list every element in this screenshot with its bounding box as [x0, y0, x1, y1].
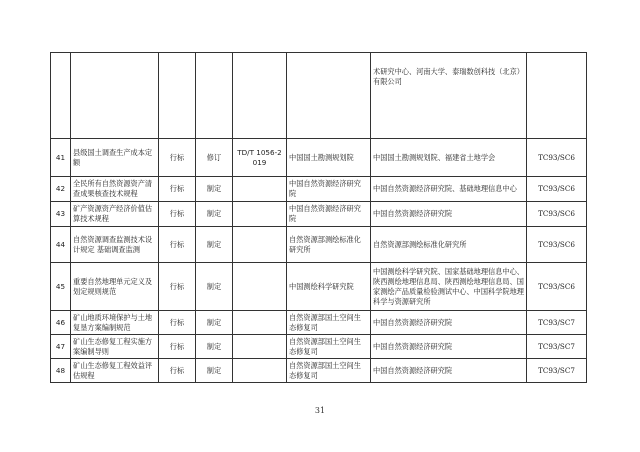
replaced-standard: [233, 359, 287, 383]
row-number: 47: [51, 335, 71, 359]
page-number: 31: [314, 406, 326, 415]
standard-type: 行标: [159, 335, 196, 359]
table-row: [51, 227, 587, 263]
row-number: 42: [51, 177, 71, 202]
standard-mode: 制定: [196, 359, 233, 383]
cell-empty: [287, 53, 371, 139]
lead-organization: 自然资源部国土空间生态修复司: [287, 359, 371, 383]
standard-name: 矿山生态修复工程效益评估规程: [71, 359, 159, 383]
lead-organization: 自然资源部国土空间生态修复司: [287, 311, 371, 335]
standard-mode: 制定: [196, 311, 233, 335]
participating-organizations: 中国国土勘测规划院、福建省土地学会: [371, 139, 527, 177]
cell-empty: [71, 53, 159, 139]
replaced-standard: [233, 263, 287, 311]
table-row: [51, 263, 587, 311]
standard-name: 重要自然地理单元定义及划定规则规范: [71, 263, 159, 311]
technical-committee: TC93/SC7: [527, 359, 587, 383]
table-row: [51, 139, 587, 177]
standard-mode: 修订: [196, 139, 233, 177]
technical-committee: TC93/SC7: [527, 335, 587, 359]
standard-name: 矿山地质环境保护与土地复垦方案编制规范: [71, 311, 159, 335]
technical-committee: TC93/SC6: [527, 263, 587, 311]
cell-empty: [527, 53, 587, 139]
lead-organization: 中国自然资源经济研究院: [287, 177, 371, 202]
table-row: [51, 335, 587, 359]
replaced-standard: TD/T 1056-2019: [233, 139, 287, 177]
lead-organization: 中国自然资源经济研究院: [287, 202, 371, 227]
standard-mode: 制定: [196, 335, 233, 359]
cell-empty: [233, 53, 287, 139]
row-number: 44: [51, 227, 71, 263]
standard-name: 县级国土调查生产成本定额: [71, 139, 159, 177]
row-number: 48: [51, 359, 71, 383]
row-number: 41: [51, 139, 71, 177]
standard-mode: 制定: [196, 202, 233, 227]
technical-committee: TC93/SC6: [527, 202, 587, 227]
replaced-standard: [233, 335, 287, 359]
standard-type: 行标: [159, 177, 196, 202]
row-number: 45: [51, 263, 71, 311]
table-row-continued: [51, 53, 587, 139]
technical-committee: TC93/SC7: [527, 311, 587, 335]
technical-committee: TC93/SC6: [527, 139, 587, 177]
table-row: [51, 359, 587, 383]
lead-organization: 自然资源部国土空间生态修复司: [287, 335, 371, 359]
participating-organizations: 中国自然资源经济研究院、基础地理信息中心: [371, 177, 527, 202]
replaced-standard: [233, 202, 287, 227]
replaced-standard: [233, 311, 287, 335]
cell-empty: [51, 53, 71, 139]
participating-organizations: 中国自然资源经济研究院: [371, 202, 527, 227]
standard-type: 行标: [159, 202, 196, 227]
cell-empty: [196, 53, 233, 139]
replaced-standard: [233, 227, 287, 263]
table-row: [51, 202, 587, 227]
standard-type: 行标: [159, 263, 196, 311]
participating-organizations: 自然资源部测绘标准化研究所: [371, 227, 527, 263]
standard-mode: 制定: [196, 227, 233, 263]
standard-mode: 制定: [196, 177, 233, 202]
row-number: 43: [51, 202, 71, 227]
participating-organizations: 中国自然资源经济研究院: [371, 311, 527, 335]
cell-empty: [159, 53, 196, 139]
row-number: 46: [51, 311, 71, 335]
lead-organization: 中国测绘科学研究院: [287, 263, 371, 311]
standard-name: 全民所有自然资源资产清查成果核查技术规程: [71, 177, 159, 202]
technical-committee: TC93/SC6: [527, 227, 587, 263]
standard-type: 行标: [159, 227, 196, 263]
standard-type: 行标: [159, 139, 196, 177]
standard-type: 行标: [159, 311, 196, 335]
standard-name: 矿产资源资产经济价值估算技术规程: [71, 202, 159, 227]
standard-name: 矿山生态修复工程实施方案编制导则: [71, 335, 159, 359]
lead-organization: 自然资源部测绘标准化研究所: [287, 227, 371, 263]
table-row: [51, 177, 587, 202]
participating-organizations: 中国自然资源经济研究院: [371, 335, 527, 359]
participating-organizations: 中国自然资源经济研究院: [371, 359, 527, 383]
replaced-standard: [233, 177, 287, 202]
standards-table: [50, 52, 587, 383]
standard-mode: 制定: [196, 263, 233, 311]
participants-cell: 术研究中心、河南大学、泰瑞数创科技（北京）有限公司: [371, 53, 527, 139]
participating-organizations: 中国测绘科学研究院、国家基础地理信息中心、陕西测绘地理信息局、陕西测绘地理信息局、国家测绘产品质量检验测试中心、中国科学院地理科学与资源研究所: [371, 263, 527, 311]
technical-committee: TC93/SC6: [527, 177, 587, 202]
table-row: [51, 311, 587, 335]
lead-organization: 中国国土勘测规划院: [287, 139, 371, 177]
standard-type: 行标: [159, 359, 196, 383]
standard-name: 自然资源调查监测技术设计规定 基础调查监测: [71, 227, 159, 263]
